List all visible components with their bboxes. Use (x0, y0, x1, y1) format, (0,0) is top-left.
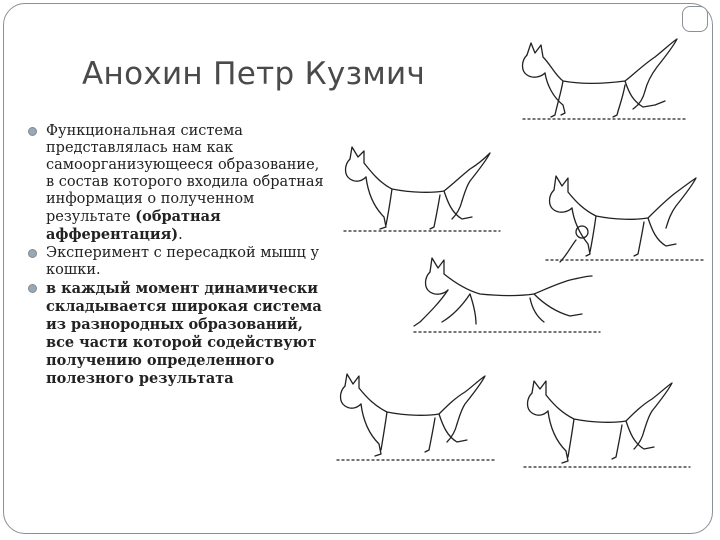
cat-sketch-1 (523, 39, 686, 119)
bullet-dot-icon (28, 127, 37, 136)
cat-sketches-svg (325, 30, 710, 515)
cat-sketch-2 (344, 147, 500, 231)
cat-sketch-6 (524, 381, 690, 467)
bullet-list (26, 123, 326, 389)
cat-sketch-3 (546, 176, 706, 262)
bullet-dot-icon (28, 249, 37, 258)
bullet-item-3 (26, 280, 326, 388)
bullet-1-text: Функциональная система представлялась нам как самоорганизующееся образование, в состав которого входила обратная информация о полученном результате (46, 123, 324, 225)
bullet-item-2 (26, 245, 326, 279)
bullet-1-after-text: . (178, 227, 183, 243)
bullet-3-bold-text: в каждый момент динамически складывается широкая система из разнородных образований, все части которой содействуют получению определенного полезного результата (46, 280, 322, 387)
bullet-item-1 (26, 123, 326, 244)
bullet-dot-icon (28, 284, 37, 293)
bullet-1-bold-text: (обратная афферентация) (46, 208, 221, 243)
cat-sketch-4 (414, 258, 600, 332)
bullet-2-text: Эксперимент с пересадкой мышц у кошки. (46, 245, 319, 278)
cat-sketch-5 (337, 374, 495, 460)
cat-illustrations (325, 30, 710, 515)
corner-tab (682, 6, 708, 32)
slide-title: Анохин Петр Кузмич (82, 56, 426, 92)
